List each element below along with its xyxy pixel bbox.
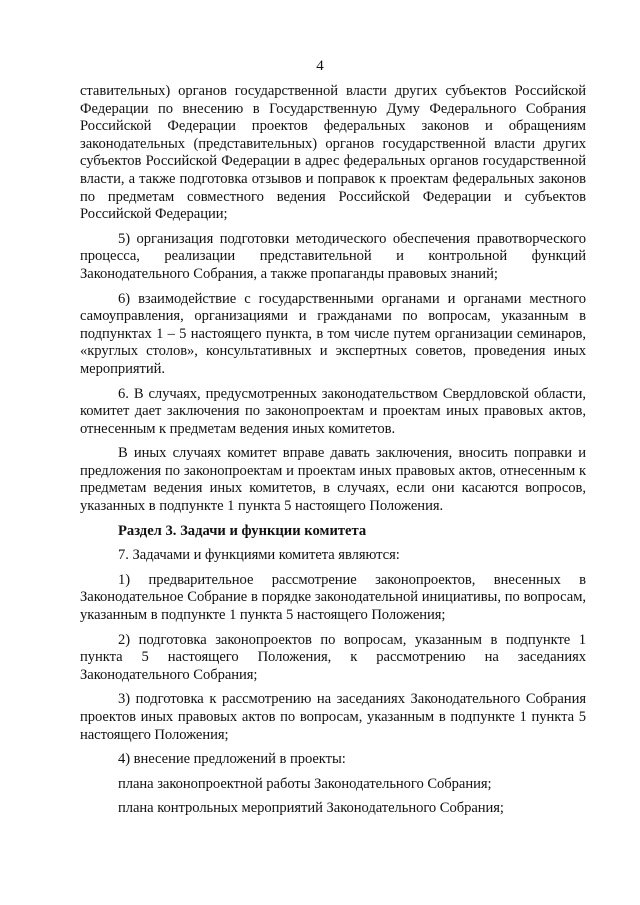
paragraph-other-cases: В иных случаях комитет вправе давать заключения, вносить поправки и предложения по законопроектам и проектам иных правовых актов, отнесенным к предметам ведения иных комитетов, в случаях, если они касаются вопросов, указанных в подпункте 1 пункта 5 настоящего Положения. <box>80 445 586 515</box>
paragraph-task-3: 3) подготовка к рассмотрению на заседаниях Законодательного Собрания проектов иных правовых актов по вопросам, указанным в подпункте 1 пункта 5 настоящего Положения; <box>80 691 586 743</box>
paragraph-item-6: 6) взаимодействие с государственными органами и органами местного самоуправления, организациями и гражданами по вопросам, указанным в подпунктах 1 – 5 настоящего пункта, в том числе путем организации семинаров, «круглых столов», консультативных и экспертных советов, проведения иных мероприятий. <box>80 290 586 377</box>
document-body <box>80 83 586 825</box>
section-heading: Раздел 3. Задачи и функции комитета <box>118 522 367 539</box>
paragraph-continuation: ставительных) органов государственной власти других субъектов Российской Федерации по внесению в Государственную Думу Федерального Собрания Российской Федерации проектов федеральных законов и обращениям законодательных (представительных) органов государственной власти других субъектов Российской Федерации в адрес федеральных органов государственной власти, а также подготовка отзывов и поправок к проектам федеральных законов по предметам совместного ведения Российской Федерации и субъектов Российской Федерации; <box>80 83 586 223</box>
paragraph-task-1: 1) предварительное рассмотрение законопроектов, внесенных в Законодательное Собрание в порядке законодательной инициативы, по вопросам, указанным в подпункте 1 пункта 5 настоящего Положения; <box>80 571 586 624</box>
paragraph-clause-6: 6. В случаях, предусмотренных законодательством Свердловской области, комитет дает заключения по законопроектам и проектам иных правовых актов, отнесенным к предметам ведения иных комитетов. <box>80 385 586 437</box>
paragraph-plan-legislative: плана законопроектной работы Законодательного Собрания; <box>118 775 492 792</box>
paragraph-item-5: 5) организация подготовки методического обеспечения правотворческого процесса, реализации представительной и контрольной функций Законодательного Собрания, а также пропаганды правовых знаний; <box>80 230 586 282</box>
paragraph-plan-control: плана контрольных мероприятий Законодательного Собрания; <box>118 800 504 817</box>
paragraph-clause-7: 7. Задачами и функциями комитета являются: <box>118 547 400 564</box>
paragraph-task-2: 2) подготовка законопроектов по вопросам, указанным в подпункте 1 пункта 5 настоящего Положения, к рассмотрению на заседаниях Законодательного Собрания; <box>80 631 586 683</box>
page-number: 4 <box>316 58 324 74</box>
paragraph-task-4: 4) внесение предложений в проекты: <box>118 751 346 768</box>
